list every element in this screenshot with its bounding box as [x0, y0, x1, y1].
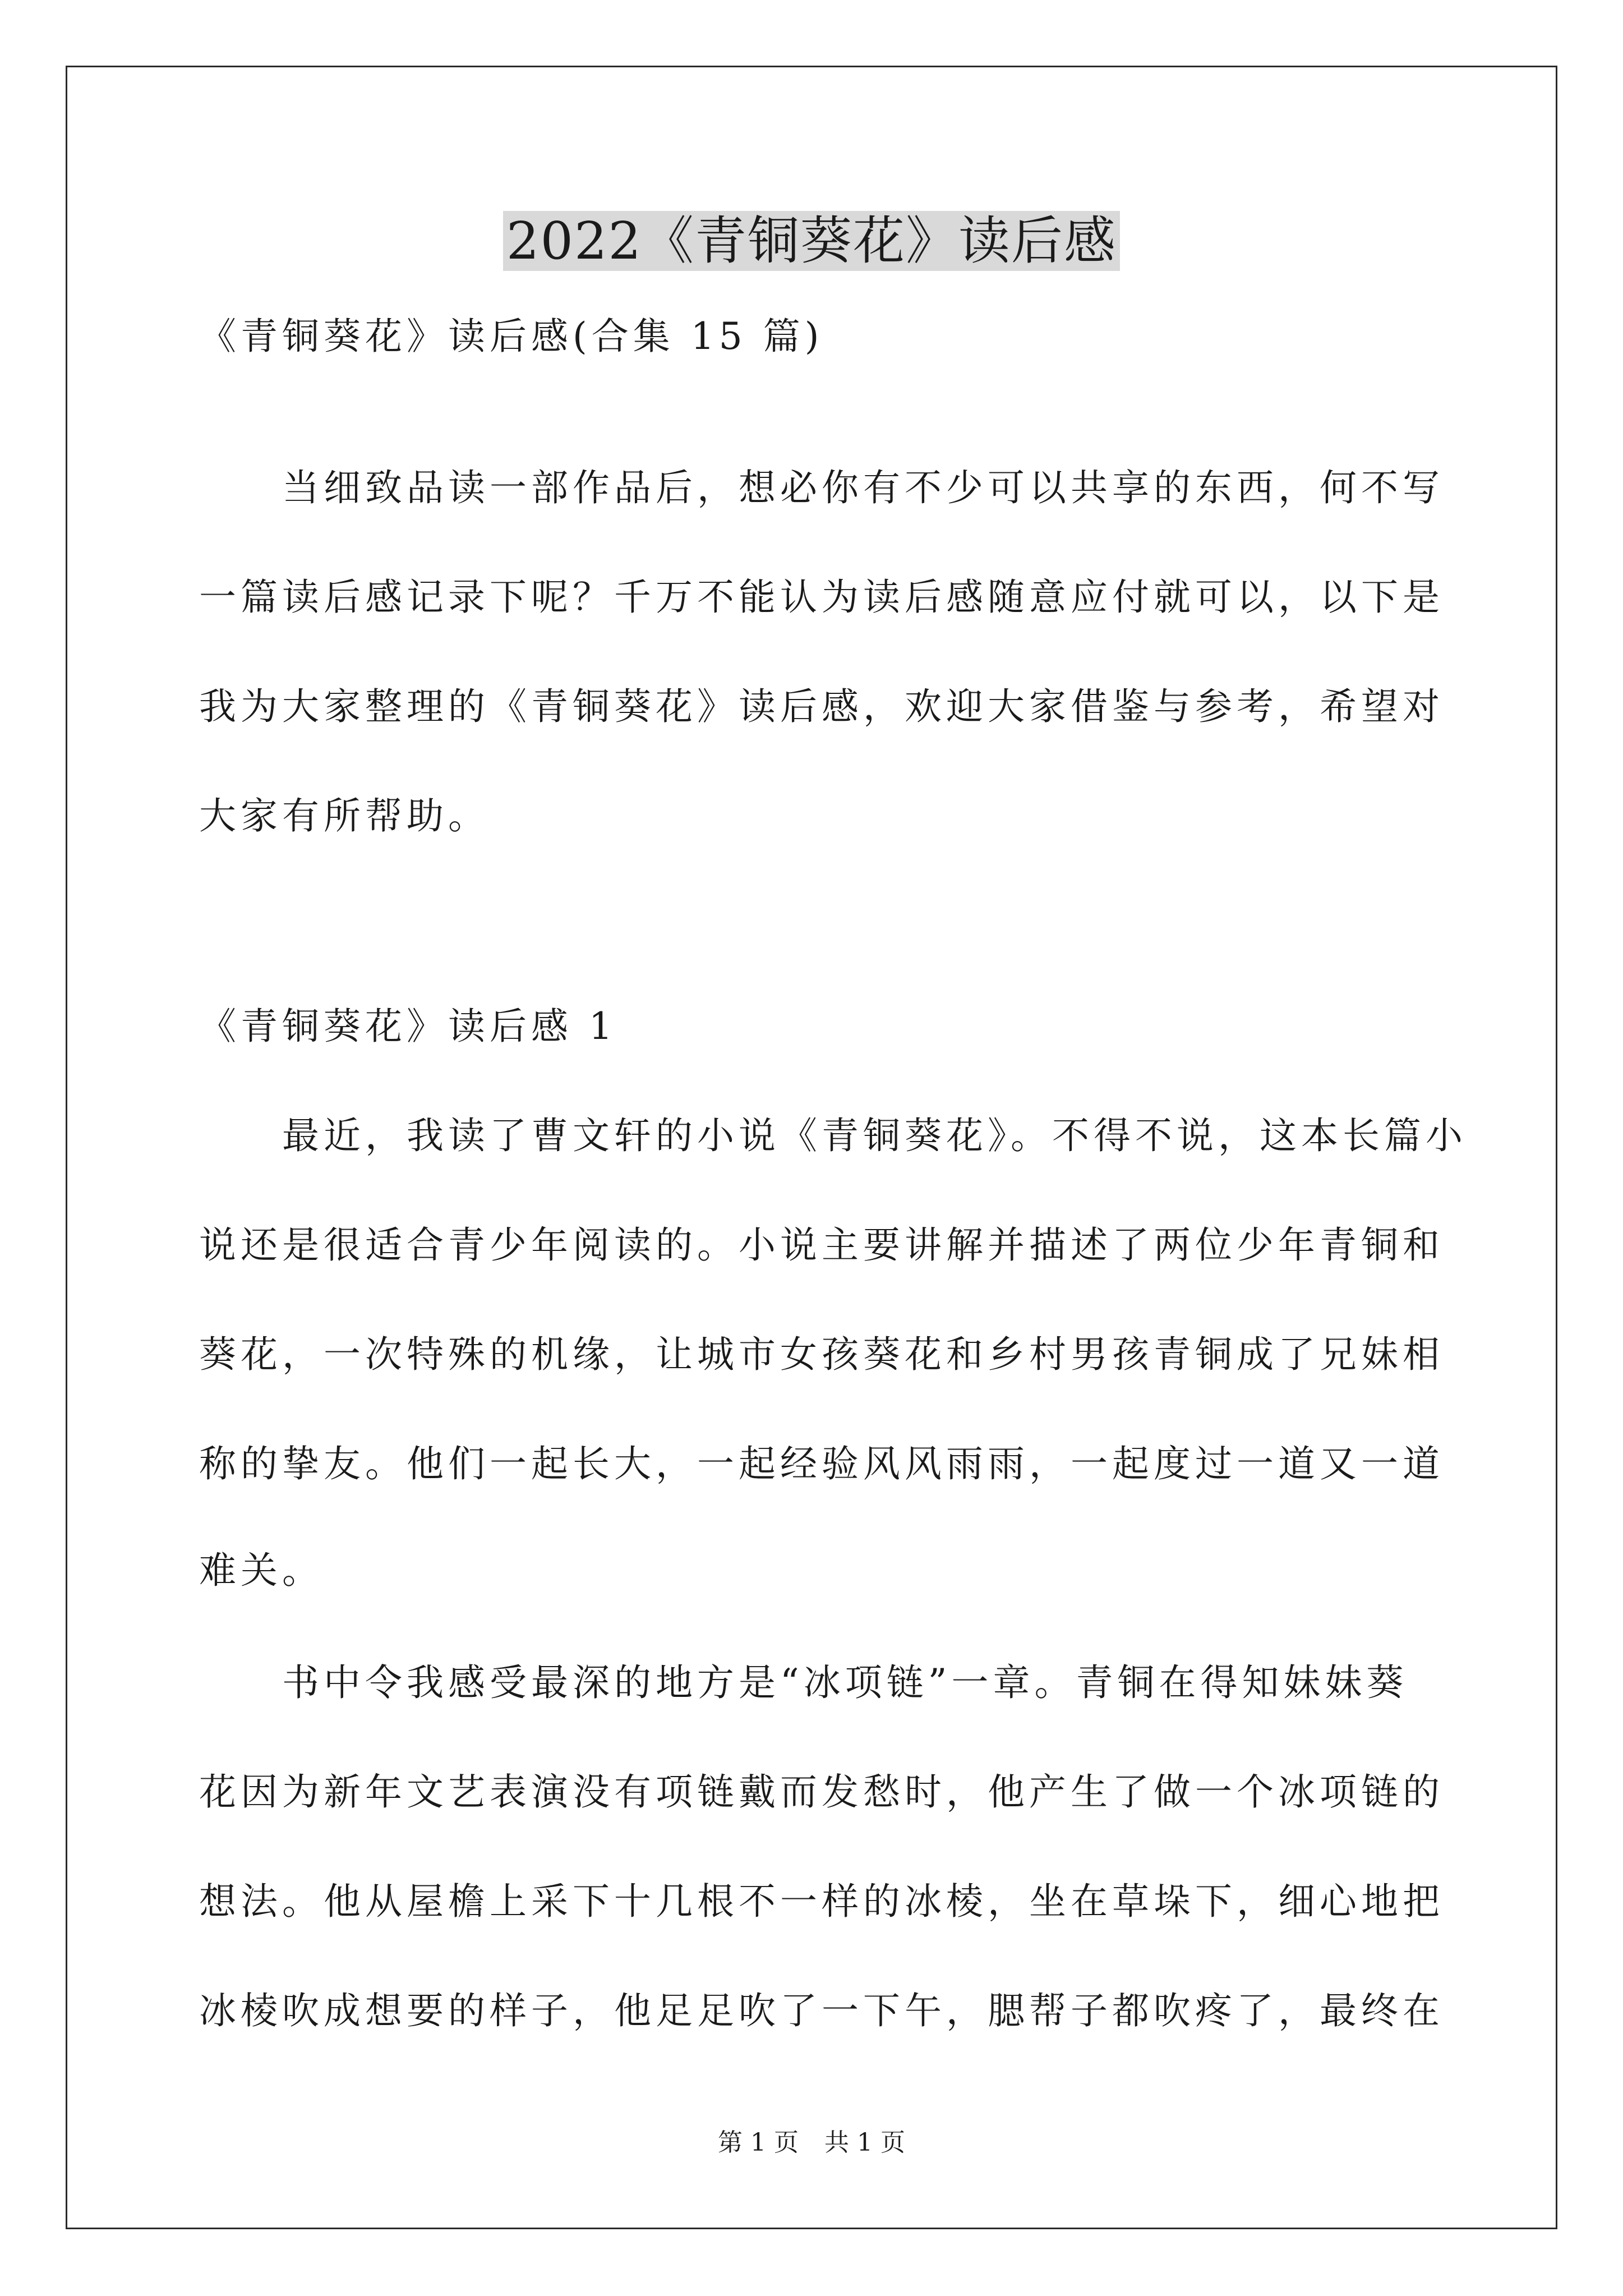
intro-line: 大家有所帮助。 [199, 794, 490, 838]
intro-line: 我为大家整理的《青铜葵花》读后感，欢迎大家借鉴与参考，希望对 [199, 685, 1444, 728]
paragraph-line: 葵花，一次特殊的机缘，让城市女孩葵花和乡村男孩青铜成了兄妹相 [199, 1333, 1444, 1376]
paragraph-line: 冰棱吹成想要的样子，他足足吹了一下午，腮帮子都吹疼了，最终在 [199, 1989, 1444, 2032]
page-count: 共 1 页 [824, 2128, 905, 2157]
paragraph-line: 称的挚友。他们一起长大，一起经验风风雨雨，一起度过一道又一道 [199, 1442, 1444, 1485]
paragraph-line: 最近，我读了曹文轩的小说《青铜葵花》。不得不说，这本长篇小 [282, 1114, 1467, 1157]
paragraph-line: 书中令我感受最深的地方是“冰项链”一章。青铜在得知妹妹葵 [282, 1661, 1408, 1704]
paragraph-line: 花因为新年文艺表演没有项链戴而发愁时，他产生了做一个冰项链的 [199, 1770, 1444, 1814]
document-title-text: 2022《青铜葵花》读后感 [503, 211, 1120, 271]
paragraph-line: 难关。 [199, 1549, 324, 1592]
page-footer [0, 2126, 1623, 2160]
intro-line: 一篇读后感记录下呢？千万不能认为读后感随意应付就可以，以下是 [199, 576, 1444, 619]
section-heading: 《青铜葵花》读后感 1 [199, 1005, 617, 1048]
paragraph-line: 说还是很适合青少年阅读的。小说主要讲解并描述了两位少年青铜和 [199, 1223, 1444, 1267]
page-number: 第 1 页 [718, 2128, 799, 2157]
paragraph-line: 想法。他从屋檐上采下十几根不一样的冰棱，坐在草垛下，细心地把 [199, 1880, 1444, 1923]
intro-line: 当细致品读一部作品后，想必你有不少可以共享的东西，何不写 [282, 466, 1444, 509]
document-title [0, 202, 1623, 280]
subtitle: 《青铜葵花》读后感(合集 15 篇) [199, 315, 824, 358]
